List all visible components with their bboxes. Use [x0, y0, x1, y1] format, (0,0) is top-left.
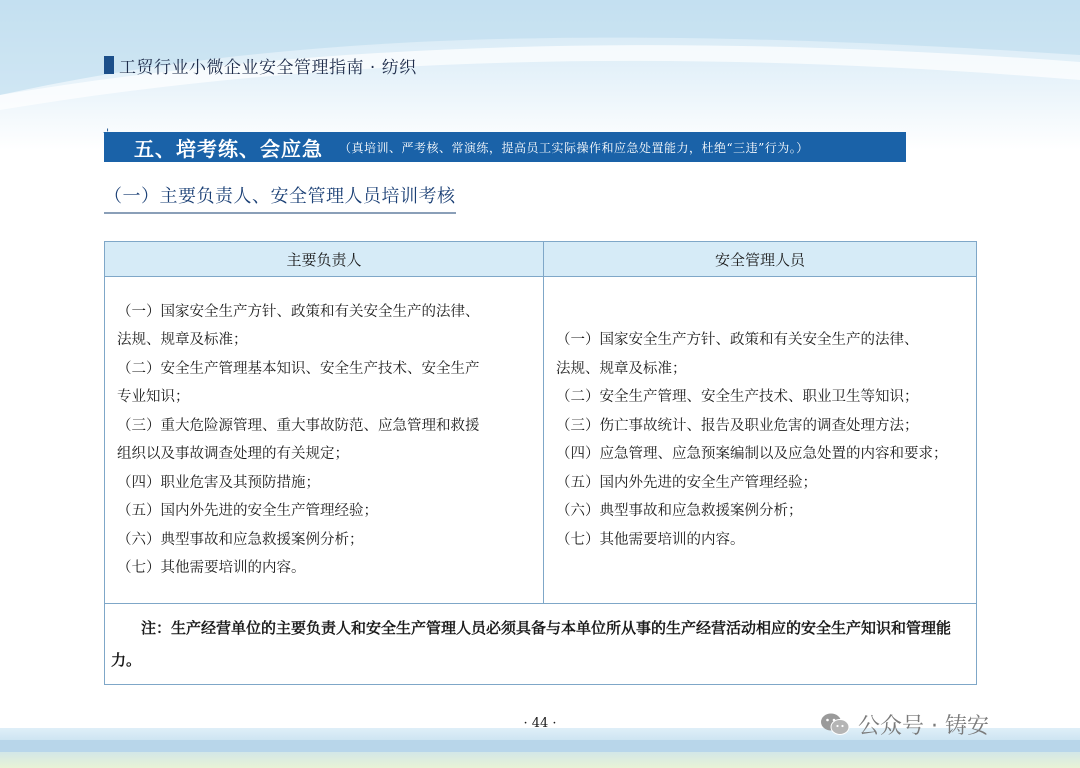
table-note: 注：生产经营单位的主要负责人和安全生产管理人员必须具备与本单位所从事的生产经营活动相应的安全生产知识和管理能力。 — [111, 619, 952, 669]
list-item: （五）国内外先进的安全生产管理经验； — [556, 474, 817, 491]
list-item: （一）国家安全生产方针、政策和有关安全生产的法律、 — [556, 332, 919, 348]
watermark-text: 公众号 · 铸安 — [858, 713, 989, 739]
list-item: （四）职业危害及其预防措施； — [117, 474, 320, 491]
list-item: （二）安全生产管理基本知识、安全生产技术、安全生产 — [117, 360, 480, 377]
section-title: 五、培考练、会应急 — [134, 136, 323, 161]
running-header-text: 工贸行业小微企业安全管理指南 · 纺织 — [119, 57, 417, 78]
column-header-principal: 主要负责人 — [105, 242, 544, 277]
list-item: （六）典型事故和应急救援案例分析； — [117, 531, 364, 548]
list-item: 专业知识； — [117, 389, 190, 405]
safety-manager-items-cell — [544, 277, 977, 604]
subsection-title: （一）主要负责人、安全管理人员培训考核 — [104, 182, 456, 214]
note-cell — [105, 604, 977, 685]
list-item: （三）伤亡事故统计、报告及职业危害的调查处理方法； — [556, 417, 919, 434]
watermark — [820, 706, 989, 742]
list-item: 法规、规章及标准； — [117, 332, 248, 348]
header-bar-icon — [104, 56, 111, 74]
table-note-row — [105, 604, 977, 685]
training-table — [104, 241, 977, 685]
list-item: （一）国家安全生产方针、政策和有关安全生产的法律、 — [117, 303, 480, 320]
list-item: （三）重大危险源管理、重大事故防范、应急管理和救援 — [117, 417, 480, 434]
list-item: （四）应急管理、应急预案编制以及应急处置的内容和要求； — [556, 446, 948, 462]
list-item: 法规、规章及标准； — [556, 360, 687, 377]
section-banner — [104, 132, 906, 162]
list-item: （五）国内外先进的安全生产管理经验； — [117, 503, 378, 519]
principal-items-cell — [105, 277, 544, 604]
section-subtitle: （真培训、严考核、常演练，提高员工实际操作和应急处置能力，杜绝“三违”行为。） — [339, 140, 809, 155]
table-header-row — [105, 242, 977, 277]
wechat-icon — [820, 711, 850, 737]
list-item: （七）其他需要培训的内容。 — [556, 531, 745, 548]
list-item: （六）典型事故和应急救援案例分析； — [556, 503, 803, 519]
list-item: 组织以及事故调查处理的有关规定； — [117, 446, 349, 462]
page-number: · 44 · — [523, 716, 557, 731]
list-item: （七）其他需要培训的内容。 — [117, 560, 306, 576]
column-header-safety-manager: 安全管理人员 — [544, 242, 977, 277]
running-header — [104, 53, 417, 77]
table-row — [105, 277, 977, 604]
list-item: （二）安全生产管理、安全生产技术、职业卫生等知识； — [556, 389, 919, 405]
